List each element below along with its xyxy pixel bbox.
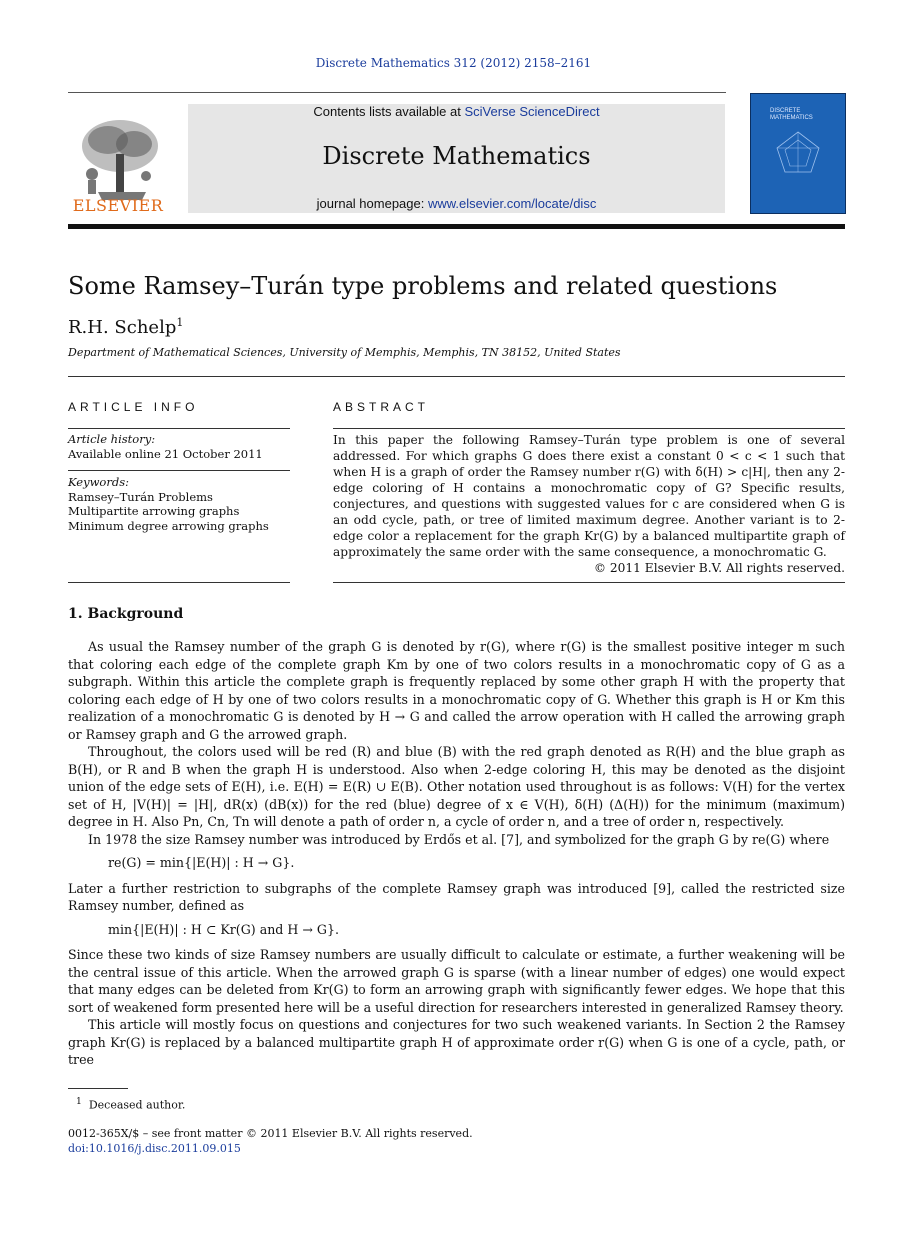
equation-restricted-size: min{|E(H)| : H ⊂ Kr(G) and H → G}.	[108, 921, 339, 937]
paragraph: In 1978 the size Ramsey number was introduced by Erdős et al. [7], and symbolized for the graph G by re(G) where	[88, 831, 830, 847]
title-divider	[68, 376, 845, 377]
article-info-heading: ARTICLE INFO	[68, 400, 199, 414]
article-info-rule	[68, 428, 290, 429]
abstract-copyright: © 2011 Elsevier B.V. All rights reserved.	[593, 561, 845, 575]
abstract-heading: ABSTRACT	[333, 400, 430, 414]
elsevier-wordmark: ELSEVIER	[72, 196, 164, 215]
paragraph: Throughout, the colors used will be red (R) and blue (B) with the red graph denoted as R(H) and the blue graph as B(H), or R and B when the graph H is understood. Also when 2-edge coloring H, this may be denoted as the disjoint union of the edge sets of E(H), i.e. E(H) = E(R) ∪ E(B). Other notation used throughout is as follows: V(H) for the vertex set of H, |V(H)| = |H|, dR(x) (dB(x)) for the red (blue) degree of x ∈ V(H), δ(H) (Δ(H)) for the minimum (maximum) degree in H. Also Pn, Cn, Tn will denote a path of order n, a cycle of order n, and a tree of order n, respectively.	[68, 744, 845, 829]
footnote: $^1$ Deceased author.	[76, 1096, 186, 1112]
article-history: Article history: Available online 21 October 2011	[68, 432, 263, 461]
doi-link[interactable]: doi:10.1016/j.disc.2011.09.015	[68, 1142, 241, 1155]
issn-line: 0012-365X/$ – see front matter © 2011 Elsevier B.V. All rights reserved.	[68, 1127, 473, 1140]
article-info-bottom-rule	[68, 582, 290, 583]
paragraph: As usual the Ramsey number of the graph G is denoted by r(G), where r(G) is the smallest positive integer m such that coloring each edge of the complete graph Km by one of two colors results in a monochromatic copy of G as a subgraph. Within this article the complete graph is frequently replaced by some other graph H with the property that coloring each edge of H by one of two colors results in a monochromatic copy of G. Whether this graph is H or Km this realization of a monochromatic G is denoted by H → G and called the arrow operation with H called the arrowing graph or Ramsey graph and G the arrowed graph.	[68, 639, 845, 742]
affiliation: Department of Mathematical Sciences, University of Memphis, Memphis, TN 38152, United States	[68, 346, 621, 359]
equation-size-ramsey: re(G) = min{|E(H)| : H → G}.	[108, 855, 295, 870]
history-rule	[68, 470, 290, 471]
header-top-rule	[68, 92, 726, 93]
paragraph: Since these two kinds of size Ramsey numbers are usually difficult to calculate or estimate, a further weakening will be the central issue of this article. When the arrowed graph G is sparse (with a linear number of edges) one would expect that many edges can be deleted from Kr(G) to form an arrowing graph with significantly fewer edges. We hope that this sort of weakened form presented here will be a useful direction for researchers interested in generalized Ramsey theory.	[68, 947, 845, 1015]
paragraph: Later a further restriction to subgraphs of the complete Ramsey graph was introduced [9], called the restricted size Ramsey number, defined as	[68, 880, 845, 913]
homepage-line: journal homepage: www.elsevier.com/locate/disc	[316, 196, 597, 211]
journal-title: Discrete Mathematics	[322, 142, 591, 170]
author-name[interactable]: R.H. Schelp	[68, 317, 177, 338]
abstract-text: In this paper the following Ramsey–Turán type problem is one of several addressed. For which graphs G does there exist a constant 0 < c < 1 such that when H is a graph of order the Ramsey number r(G) with δ(H) > c|H|, then any 2-edge coloring of H contains a monochromatic copy of G? Specific results, conjectures, and questions with suggested values for c are considered when G is an odd cycle, path, or tree of limited maximum degree. Another variant is to 2-edge color a replacement for the graph Kr(G) by a balanced multipartite graph of approximately the same order with the same consequence, a monochromatic G.	[333, 433, 845, 559]
homepage-link[interactable]: www.elsevier.com/locate/disc	[427, 196, 597, 211]
keyword: Minimum degree arrowing graphs	[68, 518, 269, 533]
sciencedirect-link[interactable]: SciVerse ScienceDirect	[464, 104, 600, 119]
header-bottom-rule	[68, 224, 845, 229]
journal-reference[interactable]: Discrete Mathematics 312 (2012) 2158–2161	[315, 56, 592, 70]
paper-title: Some Ramsey–Turán type problems and related questions	[68, 272, 778, 300]
keyword: Multipartite arrowing graphs	[68, 504, 240, 518]
section-heading-background: 1. Background	[68, 606, 184, 622]
footnote-rule	[68, 1088, 128, 1089]
author-footnote-mark[interactable]: 1	[176, 316, 184, 329]
section-body	[68, 638, 845, 1069]
front-matter	[68, 1126, 473, 1156]
contents-line: Contents lists available at SciVerse ScienceDirect	[313, 104, 600, 119]
author-line	[68, 316, 183, 338]
keywords-block: Keywords: Ramsey–Turán Problems Multipartite arrowing graphs Minimum degree arrowing graphs	[68, 475, 269, 533]
paragraph: This article will mostly focus on questions and conjectures for two such weakened variants. In Section 2 the Ramsey graph Kr(G) is replaced by a balanced multipartite graph H of approximate order r(G) when G is one of a cycle, path, or tree	[68, 1017, 845, 1067]
abstract-rule	[333, 428, 845, 429]
cover-title: DISCRETE MATHEMATICS	[770, 108, 813, 121]
abstract-bottom-rule	[333, 582, 845, 583]
keyword: Ramsey–Turán Problems	[68, 489, 213, 504]
